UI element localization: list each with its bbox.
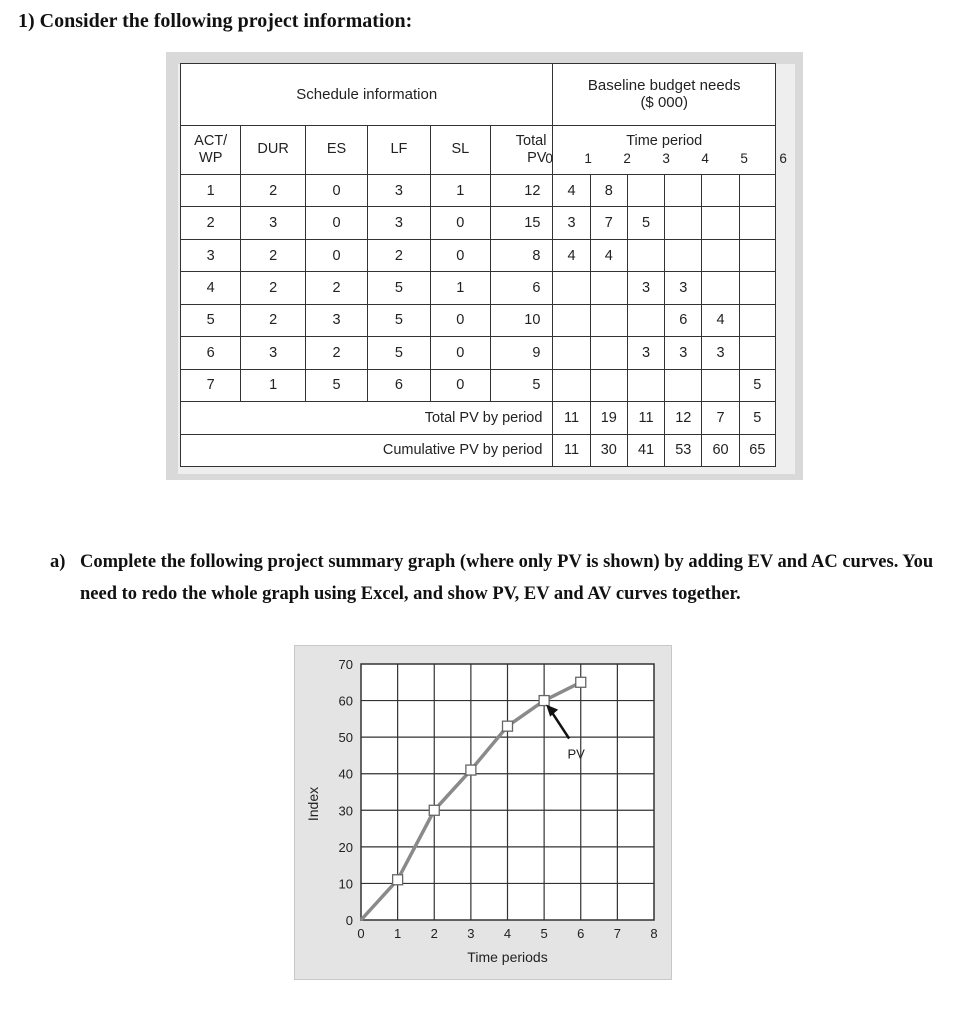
data-point-marker <box>466 765 476 775</box>
col-sl-header: SL <box>430 125 490 174</box>
act-cell: 6 <box>181 337 241 369</box>
period-cell: 8 <box>590 174 627 206</box>
period-cell <box>702 272 739 304</box>
x-tick-label: 8 <box>650 926 658 941</box>
act-cell: 4 <box>181 272 241 304</box>
total-pv-cell: 10 <box>491 304 553 336</box>
time-period-header <box>545 125 787 174</box>
time-tick-label: 5 <box>740 150 748 166</box>
pv-summary-chart <box>294 645 670 978</box>
dur-cell: 3 <box>241 207 305 239</box>
cumulative-cell: 30 <box>590 434 627 466</box>
data-point-marker <box>576 677 586 687</box>
y-tick-label: 10 <box>338 876 353 892</box>
es-cell: 0 <box>305 174 367 206</box>
y-tick-label: 60 <box>338 693 353 709</box>
total-cell: 19 <box>590 402 627 434</box>
lf-cell: 5 <box>368 304 430 336</box>
y-tick-label: 0 <box>345 913 353 928</box>
y-tick-label: 50 <box>338 730 353 746</box>
sl-cell: 0 <box>430 207 490 239</box>
cumulative-cell: 11 <box>553 434 590 466</box>
total-pv-cell: 5 <box>491 369 553 402</box>
activity-row <box>181 239 776 271</box>
total-pv-row <box>181 402 776 434</box>
time-tick-label: 3 <box>662 150 670 166</box>
cumulative-cell: 60 <box>702 434 739 466</box>
x-axis-label: Time periods <box>467 949 548 965</box>
activity-row <box>181 272 776 304</box>
x-tick-label: 7 <box>613 926 621 941</box>
period-cell: 4 <box>553 239 590 271</box>
period-cell: 4 <box>702 304 739 336</box>
period-cell <box>665 239 702 271</box>
budget-header <box>553 64 776 126</box>
act-cell: 2 <box>181 207 241 239</box>
period-cell <box>590 272 627 304</box>
total-pv-label: Total PV by period <box>181 402 553 434</box>
time-period-label: Time period <box>626 132 703 149</box>
x-tick-label: 1 <box>394 926 402 941</box>
schedule-header: Schedule information <box>181 64 553 126</box>
col-lf-header: LF <box>368 125 430 174</box>
sl-cell: 0 <box>430 337 490 369</box>
total-cell: 7 <box>702 402 739 434</box>
activity-row <box>181 304 776 336</box>
y-tick-label: 40 <box>338 766 353 782</box>
sl-cell: 0 <box>430 239 490 271</box>
col-act-line2: WP <box>199 149 223 166</box>
act-cell: 5 <box>181 304 241 336</box>
total-pv-cell: 8 <box>491 239 553 271</box>
period-cell <box>590 337 627 369</box>
lf-cell: 2 <box>368 239 430 271</box>
activity-row <box>181 207 776 239</box>
data-point-marker <box>393 875 403 885</box>
question-a-text: Complete the following project summary graph (where only PV is shown) by adding EV and AC curves. You need to redo the whole graph using Excel, and show PV, EV and AV curves together. <box>80 552 934 604</box>
y-tick-label: 70 <box>338 657 353 672</box>
es-cell: 0 <box>305 239 367 271</box>
period-cell: 5 <box>739 369 775 402</box>
period-cell <box>665 174 702 206</box>
period-cell <box>702 239 739 271</box>
period-cell: 5 <box>627 207 664 239</box>
x-tick-label: 5 <box>540 926 548 941</box>
period-cell: 3 <box>665 337 702 369</box>
es-cell: 0 <box>305 207 367 239</box>
cumulative-pv-row <box>181 434 776 466</box>
period-cell <box>702 174 739 206</box>
data-point-marker <box>503 721 513 731</box>
lf-cell: 5 <box>368 337 430 369</box>
activity-row <box>181 174 776 206</box>
dur-cell: 1 <box>241 369 305 402</box>
total-cell: 5 <box>739 402 775 434</box>
es-cell: 2 <box>305 337 367 369</box>
es-cell: 3 <box>305 304 367 336</box>
total-pv-cell: 9 <box>491 337 553 369</box>
y-tick-label: 30 <box>338 803 353 819</box>
period-cell: 7 <box>590 207 627 239</box>
cumulative-cell: 65 <box>739 434 775 466</box>
act-cell: 1 <box>181 174 241 206</box>
question-a-label: a) <box>50 552 66 572</box>
x-tick-label: 6 <box>577 926 585 941</box>
question-1-heading: 1) Consider the following project information: <box>18 10 413 32</box>
y-axis-label: Index <box>305 786 321 822</box>
period-cell <box>553 272 590 304</box>
period-cell <box>627 369 664 402</box>
dur-cell: 2 <box>241 272 305 304</box>
period-cell <box>590 304 627 336</box>
time-period-axis <box>545 150 787 167</box>
period-cell: 3 <box>627 337 664 369</box>
time-tick-label: 0 <box>545 150 553 166</box>
activity-row <box>181 337 776 369</box>
cumulative-cell: 41 <box>627 434 664 466</box>
col-act-header <box>181 125 241 174</box>
data-point-marker <box>539 696 549 706</box>
time-tick-label: 1 <box>584 150 592 166</box>
period-cell: 6 <box>665 304 702 336</box>
col-total-pv-header <box>491 125 553 174</box>
es-cell: 5 <box>305 369 367 402</box>
dur-cell: 2 <box>241 304 305 336</box>
time-tick-label: 6 <box>779 150 787 166</box>
period-cell <box>627 174 664 206</box>
cumulative-cell: 53 <box>665 434 702 466</box>
total-pv-cell: 12 <box>491 174 553 206</box>
period-cell <box>553 337 590 369</box>
lf-cell: 3 <box>368 207 430 239</box>
act-cell: 7 <box>181 369 241 402</box>
pv-annotation-label: PV <box>567 746 585 762</box>
x-tick-label: 3 <box>467 926 475 941</box>
col-total-line2: PV <box>527 149 547 166</box>
period-cell <box>553 304 590 336</box>
col-es-header: ES <box>305 125 367 174</box>
y-tick-label: 20 <box>338 839 353 855</box>
col-total-line1: Total <box>515 132 547 149</box>
dur-cell: 2 <box>241 239 305 271</box>
period-cell <box>739 207 775 239</box>
col-act-line1: ACT/ <box>194 132 228 149</box>
total-cell: 12 <box>665 402 702 434</box>
period-cell <box>702 207 739 239</box>
budget-header-line1: Baseline budget needs <box>587 77 741 95</box>
project-information-table <box>180 63 787 467</box>
time-tick-label: 4 <box>701 150 709 166</box>
period-cell <box>739 174 775 206</box>
period-cell <box>702 369 739 402</box>
total-cell: 11 <box>553 402 590 434</box>
dur-cell: 3 <box>241 337 305 369</box>
period-cell: 4 <box>590 239 627 271</box>
period-cell <box>627 239 664 271</box>
period-cell: 3 <box>665 272 702 304</box>
header-row-2 <box>181 125 776 174</box>
sl-cell: 1 <box>430 174 490 206</box>
sl-cell: 1 <box>430 272 490 304</box>
es-cell: 2 <box>305 272 367 304</box>
period-cell <box>665 207 702 239</box>
period-cell: 3 <box>553 207 590 239</box>
lf-cell: 3 <box>368 174 430 206</box>
x-tick-label: 2 <box>430 926 438 941</box>
sl-cell: 0 <box>430 369 490 402</box>
lf-cell: 6 <box>368 369 430 402</box>
data-point-marker <box>429 805 439 815</box>
dur-cell: 2 <box>241 174 305 206</box>
period-cell: 3 <box>627 272 664 304</box>
header-row-1 <box>181 64 776 126</box>
cumulative-pv-label: Cumulative PV by period <box>181 434 553 466</box>
period-cell <box>627 304 664 336</box>
lf-cell: 5 <box>368 272 430 304</box>
period-cell <box>739 304 775 336</box>
act-cell: 3 <box>181 239 241 271</box>
total-cell: 11 <box>627 402 664 434</box>
period-cell: 4 <box>553 174 590 206</box>
budget-header-line2: ($ 000) <box>640 94 688 112</box>
total-pv-cell: 15 <box>491 207 553 239</box>
period-cell <box>739 272 775 304</box>
period-cell <box>590 369 627 402</box>
activity-row <box>181 369 776 402</box>
period-cell: 3 <box>702 337 739 369</box>
total-pv-cell: 6 <box>491 272 553 304</box>
x-tick-label: 4 <box>503 926 512 941</box>
time-tick-label: 2 <box>623 150 631 166</box>
period-cell <box>739 239 775 271</box>
sl-cell: 0 <box>430 304 490 336</box>
col-dur-header: DUR <box>241 125 305 174</box>
period-cell <box>739 337 775 369</box>
x-tick-label: 0 <box>357 926 365 941</box>
period-cell <box>553 369 590 402</box>
period-cell <box>665 369 702 402</box>
